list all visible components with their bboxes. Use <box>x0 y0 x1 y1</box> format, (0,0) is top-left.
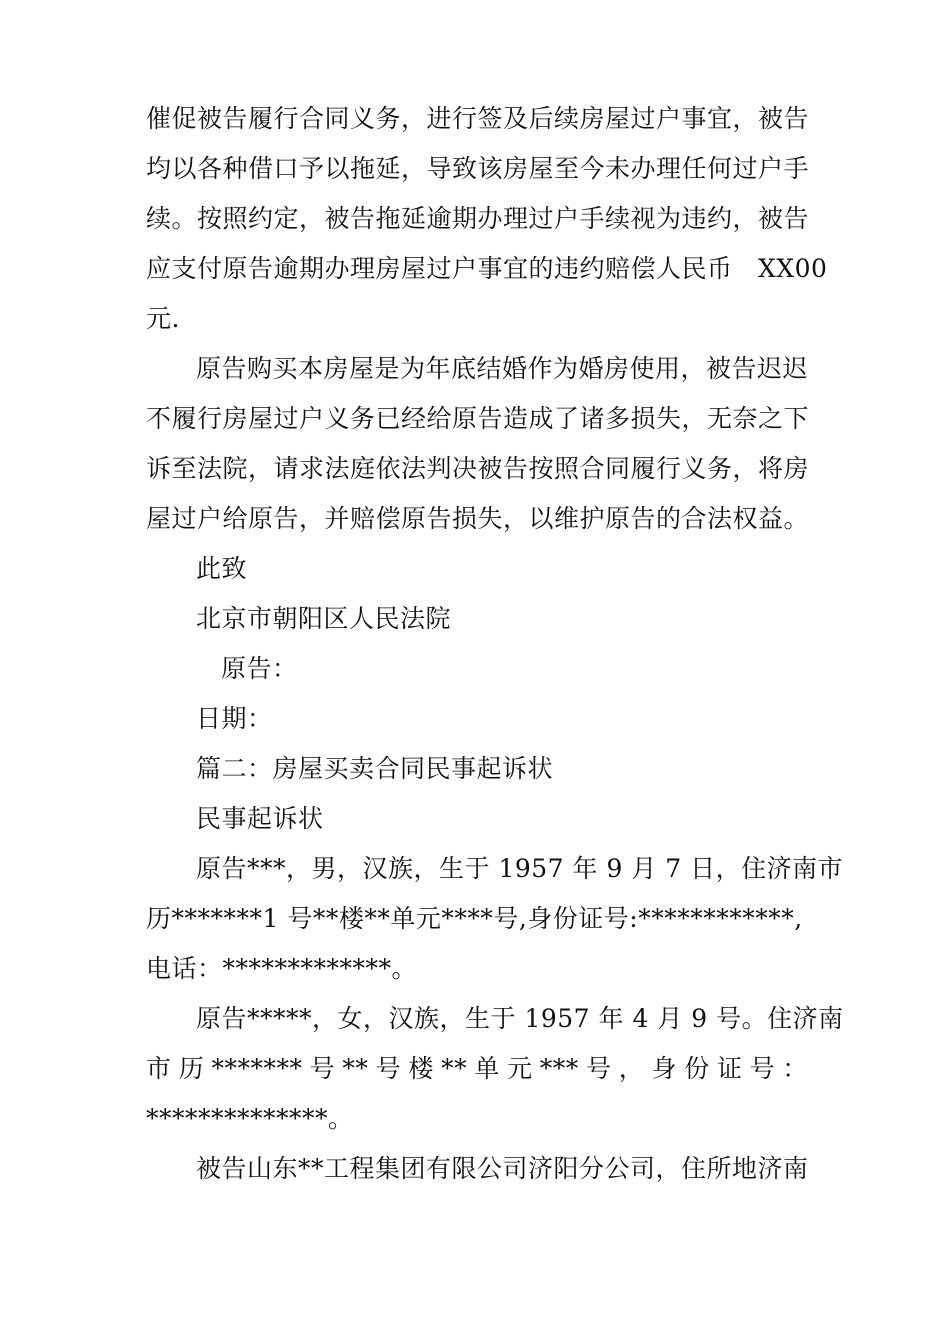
text-line: 电话：*************。 <box>146 954 418 983</box>
text-line: 屋过户给原告，并赔偿原告损失，以维护原告的合法权益。 <box>146 504 810 533</box>
text-token: 楼 <box>408 1054 434 1083</box>
text-token: *** <box>539 1054 579 1083</box>
text-line: 诉至法院，请求法庭依法判决被告按照合同履行义务，将房 <box>146 454 810 483</box>
text-token: ， <box>618 1054 645 1083</box>
plaintiff-signature-label: 原告： <box>221 654 298 683</box>
salutation: 此致 <box>196 554 248 583</box>
text-token: 证 <box>716 1054 743 1083</box>
date-label: 日期： <box>196 704 273 733</box>
text-line: **************。 <box>146 1104 354 1133</box>
text-line: 历*******1 号**楼**单元****号,身份证号:************, <box>146 904 803 933</box>
text-token: 元 <box>507 1054 533 1083</box>
text-token: ** <box>342 1054 369 1083</box>
text-line: 均以各种借口予以拖延，导致该房屋至今未办理任何过户手 <box>146 154 810 183</box>
text-token: 历 <box>178 1054 205 1083</box>
paragraph-first-line: 原告*****，女，汉族，生于 1957 年 4 月 9 号。住济南 <box>196 1004 844 1033</box>
text-token: ** <box>441 1054 468 1083</box>
text-line: 催促被告履行合同义务，进行签及后续房屋过户事宜，被告 <box>146 104 810 133</box>
text-token: ： <box>782 1054 808 1083</box>
text-token: 号 <box>375 1054 402 1083</box>
document-title: 民事起诉状 <box>196 804 324 833</box>
text-token: 身 <box>651 1054 677 1083</box>
text-token: 份 <box>684 1054 710 1083</box>
text-token: 市 <box>146 1054 172 1083</box>
text-token: 号 <box>586 1054 612 1083</box>
paragraph-first-line: 原告***，男，汉族，生于 1957 年 9 月 7 日，住济南市 <box>196 854 844 883</box>
text-line: 应支付原告逾期办理房屋过户事宜的违约赔偿人民币 XX00 <box>146 254 828 283</box>
text-line: 续。按照约定，被告拖延逾期办理过户手续视为违约，被告 <box>146 204 810 233</box>
text-token: 单 <box>474 1054 500 1083</box>
text-line: 不履行房屋过户义务已经给原告造成了诸多损失，无奈之下 <box>146 404 810 433</box>
justified-text-line <box>146 1054 808 1084</box>
text-line: 元. <box>146 304 180 333</box>
text-token: 号 <box>749 1054 776 1083</box>
paragraph-first-line: 原告购买本房屋是为年底结婚作为婚房使用，被告迟迟 <box>196 354 809 383</box>
text-token: ******* <box>211 1054 303 1083</box>
paragraph-first-line: 被告山东**工程集团有限公司济阳分公司，住所地济南 <box>196 1154 809 1183</box>
section-heading: 篇二：房屋买卖合同民事起诉状 <box>196 754 554 783</box>
court-name: 北京市朝阳区人民法院 <box>196 604 452 633</box>
text-token: 号 <box>309 1054 336 1083</box>
